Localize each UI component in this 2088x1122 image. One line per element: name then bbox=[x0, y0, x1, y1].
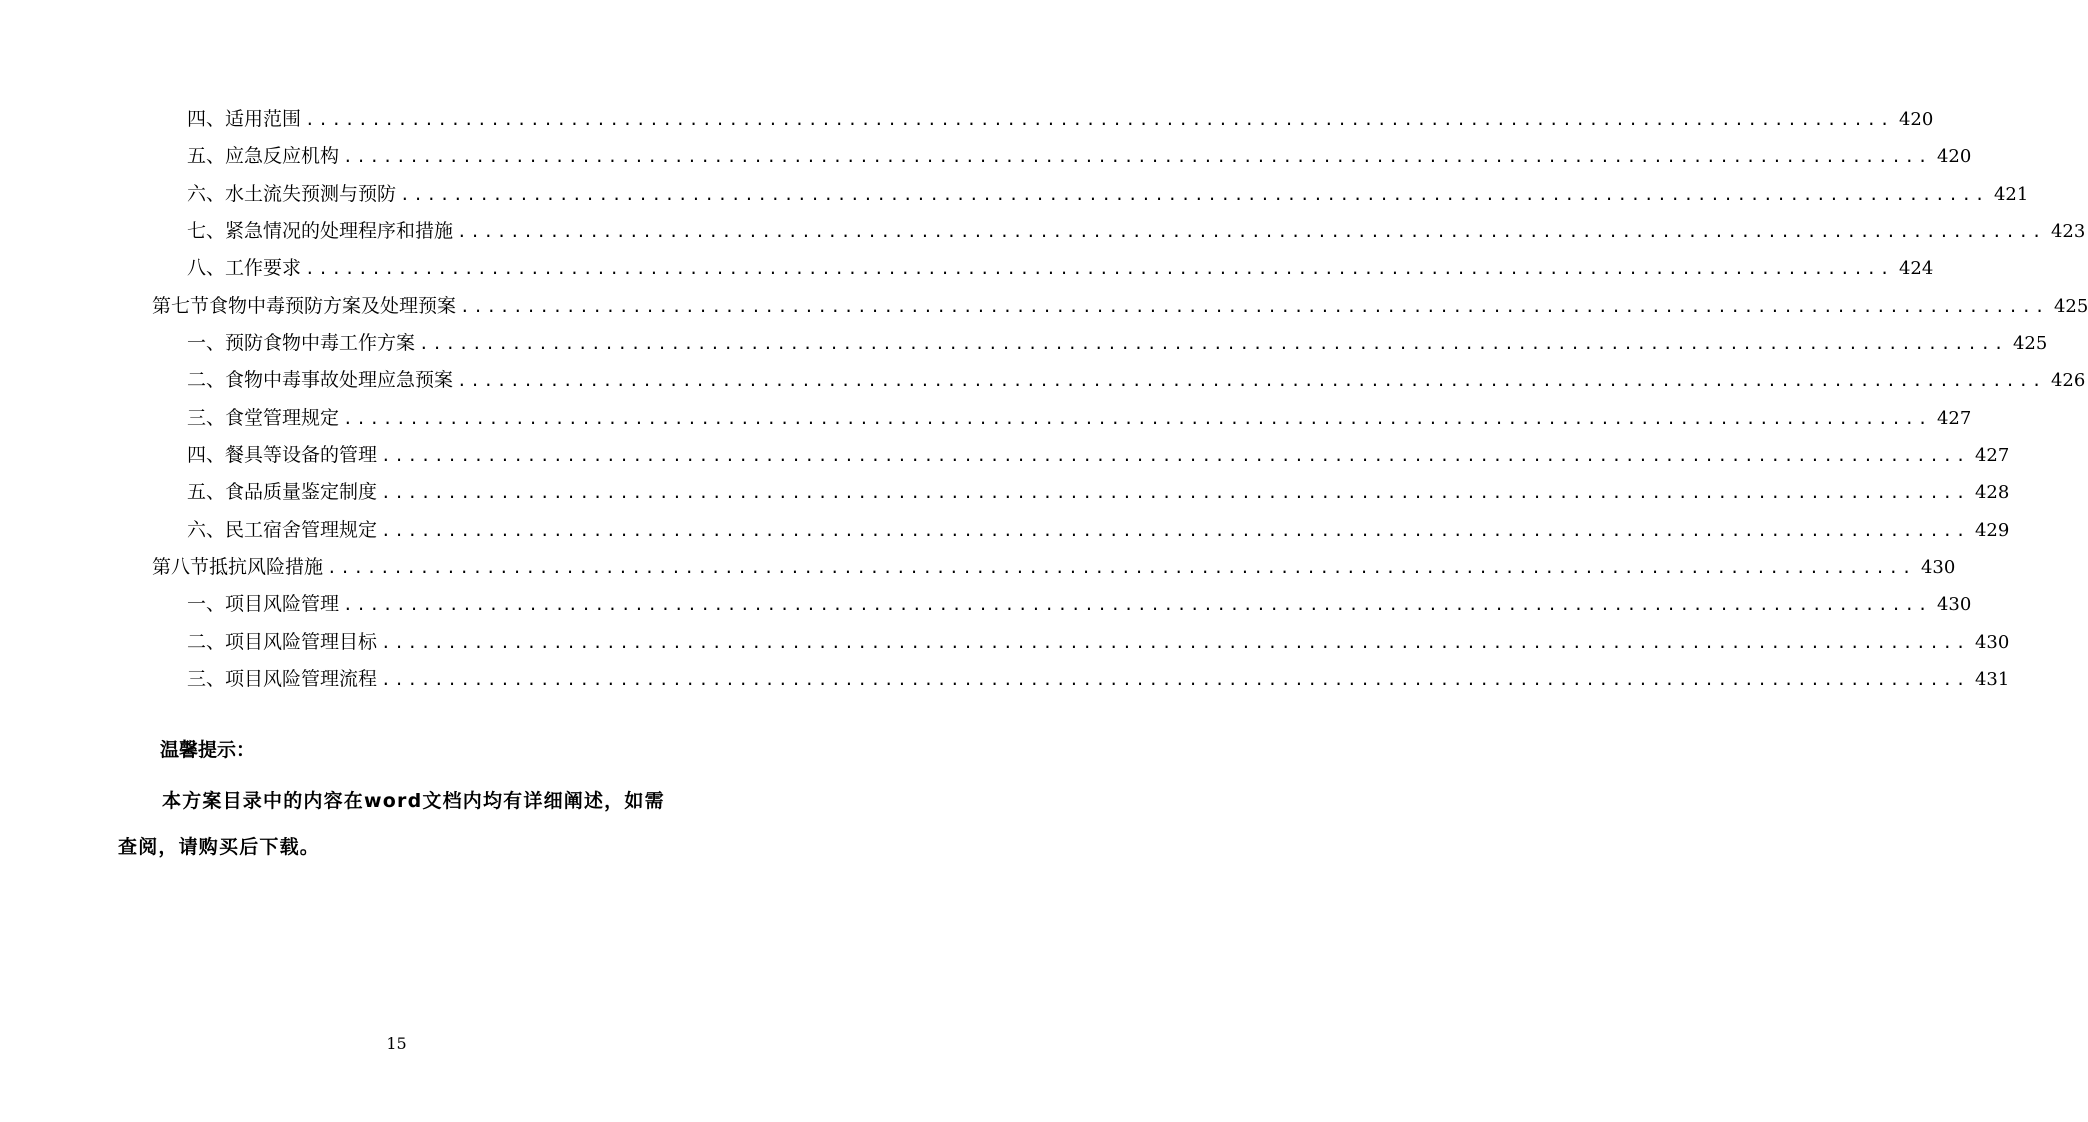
toc-entry-number: 四、 bbox=[187, 108, 226, 130]
toc-entry-page: 420 bbox=[1898, 109, 1934, 130]
toc-entry-page: 428 bbox=[1974, 482, 2010, 504]
toc-entry[interactable] bbox=[0, 179, 2029, 216]
toc-entry-title: 预防食物中毒工作方案 bbox=[225, 332, 416, 355]
toc-entry-title: 食堂管理规定 bbox=[225, 406, 340, 429]
toc-entry-title: 水土流失预测与预防 bbox=[225, 182, 397, 205]
page-number: 15 bbox=[386, 1034, 407, 1053]
toc-entry[interactable] bbox=[0, 627, 2010, 664]
toc-entry[interactable] bbox=[0, 440, 2010, 477]
toc-entry-title: 适用范围 bbox=[225, 108, 302, 130]
toc-entry-number: 六、 bbox=[187, 518, 226, 541]
toc-dot-leader: ........................................................................................................................ bbox=[305, 110, 1893, 129]
toc-entry[interactable] bbox=[0, 253, 1934, 290]
toc-entry[interactable] bbox=[0, 477, 2010, 514]
toc-entry-page: 430 bbox=[1974, 631, 2010, 653]
toc-entry-page: 426 bbox=[2050, 370, 2086, 392]
toc-entry-page: 427 bbox=[1974, 445, 2010, 467]
toc-dot-leader: ........................................................................................................................ bbox=[381, 670, 1969, 690]
toc-entry-title: 项目风险管理目标 bbox=[225, 630, 378, 653]
toc-entry-title: 抵抗风险措施 bbox=[209, 556, 324, 579]
toc-entry-title: 项目风险管理流程 bbox=[225, 668, 378, 691]
toc-entry[interactable] bbox=[0, 589, 1972, 626]
toc-entry[interactable] bbox=[0, 216, 2086, 253]
toc-entry-title: 工作要求 bbox=[225, 257, 302, 280]
toc-entry-page: 431 bbox=[1974, 669, 2010, 691]
toc-dot-leader: ........................................................................................................................ bbox=[419, 334, 2007, 354]
toc-entry-number: 一、 bbox=[187, 332, 226, 355]
toc-entry-number: 第八节 bbox=[152, 556, 210, 579]
table-of-contents bbox=[0, 104, 2088, 702]
toc-entry-number: 二、 bbox=[187, 630, 226, 653]
toc-dot-leader: ........................................................................................................................ bbox=[381, 632, 1969, 652]
toc-dot-leader: ........................................................................................................................ bbox=[343, 595, 1931, 615]
toc-dot-leader: ........................................................................................................................ bbox=[381, 483, 1969, 503]
toc-dot-leader: ........................................................................................................................ bbox=[343, 408, 1931, 428]
toc-dot-leader: ........................................................................................................................ bbox=[343, 147, 1931, 167]
toc-entry-number: 四、 bbox=[187, 444, 226, 467]
toc-entry-title: 食品质量鉴定制度 bbox=[225, 481, 378, 504]
toc-entry-page: 421 bbox=[1993, 183, 2029, 205]
toc-entry-page: 423 bbox=[2050, 221, 2086, 243]
toc-dot-leader: ........................................................................................................................ bbox=[457, 222, 2045, 242]
toc-section-entry[interactable] bbox=[0, 552, 1956, 589]
toc-entry[interactable] bbox=[0, 328, 2048, 365]
toc-entry[interactable] bbox=[0, 403, 1972, 440]
toc-entry-title: 应急反应机构 bbox=[225, 145, 340, 168]
tip-body: 本方案目录中的内容在word文档内均有详细阐述，如需查阅，请购买后下载。 bbox=[118, 790, 665, 858]
toc-entry[interactable] bbox=[0, 515, 2010, 552]
toc-dot-leader: ........................................................................................................................ bbox=[327, 558, 1915, 578]
toc-entry-number: 六、 bbox=[187, 182, 226, 205]
tip-heading: 温馨提示： bbox=[160, 739, 256, 761]
toc-entry-title: 民工宿舍管理规定 bbox=[225, 518, 378, 541]
toc-dot-leader: ........................................................................................................................ bbox=[381, 446, 1969, 466]
toc-dot-leader: ........................................................................................................................ bbox=[381, 520, 1969, 540]
toc-entry-title: 餐具等设备的管理 bbox=[225, 444, 378, 467]
toc-entry-number: 三、 bbox=[187, 668, 226, 691]
toc-entry-page: 427 bbox=[1936, 407, 1972, 429]
toc-dot-leader: ........................................................................................................................ bbox=[457, 371, 2045, 391]
toc-entry-page: 429 bbox=[1974, 519, 2010, 541]
toc-entry-page: 430 bbox=[1936, 594, 1972, 616]
toc-entry-number: 七、 bbox=[187, 220, 226, 243]
toc-section-entry[interactable] bbox=[0, 291, 2088, 328]
toc-entry-number: 三、 bbox=[187, 406, 226, 429]
toc-entry-page: 420 bbox=[1936, 146, 1972, 168]
toc-entry-page: 425 bbox=[2012, 333, 2048, 355]
toc-entry[interactable] bbox=[0, 104, 1934, 141]
toc-entry-title: 紧急情况的处理程序和措施 bbox=[225, 220, 454, 243]
toc-entry-page: 424 bbox=[1898, 258, 1934, 280]
toc-entry[interactable] bbox=[0, 365, 2086, 402]
toc-entry-number: 五、 bbox=[187, 145, 226, 168]
toc-entry-number: 八、 bbox=[187, 257, 226, 280]
toc-dot-leader: ........................................................................................................................ bbox=[400, 184, 1988, 204]
toc-entry-number: 第七节 bbox=[152, 294, 210, 317]
toc-entry-page: 430 bbox=[1920, 557, 1956, 579]
toc-entry[interactable] bbox=[0, 664, 2010, 701]
toc-entry[interactable] bbox=[0, 141, 1972, 178]
toc-entry-page: 425 bbox=[2053, 295, 2088, 317]
toc-entry-title: 食物中毒预防方案及处理预案 bbox=[209, 294, 457, 317]
toc-entry-number: 一、 bbox=[187, 593, 226, 616]
toc-entry-title: 项目风险管理 bbox=[225, 593, 340, 616]
toc-entry-number: 二、 bbox=[187, 369, 226, 392]
toc-entry-title: 食物中毒事故处理应急预案 bbox=[225, 369, 454, 392]
toc-dot-leader: ........................................................................................................................ bbox=[460, 296, 2048, 316]
toc-dot-leader: ........................................................................................................................ bbox=[305, 259, 1893, 279]
toc-entry-number: 五、 bbox=[187, 481, 226, 504]
